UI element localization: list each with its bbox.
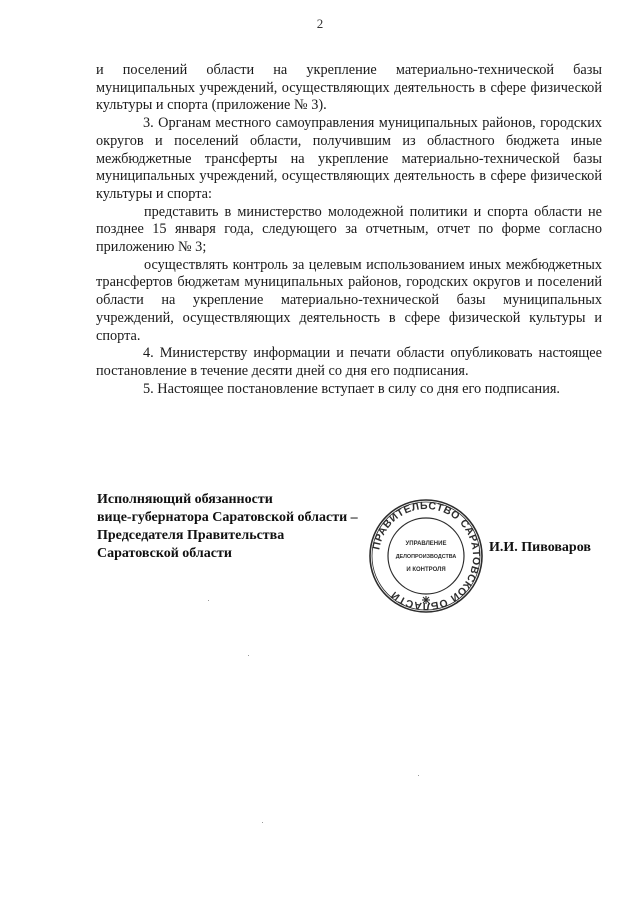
page-number: 2 [316,16,324,31]
seal-outer-text: ПРАВИТЕЛЬСТВО САРАТОВСКОЙ ОБЛАСТИ [370,499,483,613]
paragraph-item-3: 3. Органам местного самоуправления муниципальных районов, городских округов и поселений области, получившим из областного бюджета иные межбюджетные трансферты на укрепление материально-технической базы муниципальных учреждений, осуществляющих деятельность в сфере физической культуры и спорта: [96,115,602,202]
paragraph-report: представить в министерство молодежной политики и спорта области не позднее 15 января года, следующего за отчетным, отчет по форме согласно приложению № 3; [96,203,602,256]
paragraph-item-4: 4. Министерству информации и печати области опубликовать настоящее постановление в течение десяти дней со дня его подписания. [96,345,602,379]
signatory-title-line: Исполняющий обязанности [97,492,273,507]
seal-inner-line: И КОНТРОЛЯ [406,567,446,573]
signatory-title-line: Саратовской области [97,546,232,561]
signatory-name: И.И. Пивоваров [489,540,591,555]
seal-inner-line: УПРАВЛЕНИЕ [405,541,447,547]
scan-speck [208,600,209,601]
paragraph-item-5: 5. Настоящее постановление вступает в силу со дня его подписания. [143,380,560,397]
signatory-title [97,491,387,563]
seal-inner-line: ДЕЛОПРОИЗВОДСТВА [395,554,457,560]
signatory-title-line: Председателя Правительства [97,528,285,543]
document-body [96,62,602,398]
scan-speck [418,775,419,776]
paragraph-continuation: и поселений области на укрепление материально-технической базы муниципальных учреждений, осуществляющих деятельность в сфере физической культуры и спорта (приложение № 3). [96,62,602,114]
scan-speck [262,822,263,823]
paragraph-control: осуществлять контроль за целевым использованием иных межбюджетных трансфертов бюджетам муниципальных районов, городских округов и поселений области на укрепление материально-технической базы муниципальных учреждений, осуществляющих деятельность в сфере физической культуры и спорта. [96,256,602,344]
signatory-title-line: вице-губернатора Саратовской области – [97,510,358,525]
scan-speck [248,655,249,656]
official-seal-stamp [368,498,484,614]
seal-star-icon [422,596,430,604]
